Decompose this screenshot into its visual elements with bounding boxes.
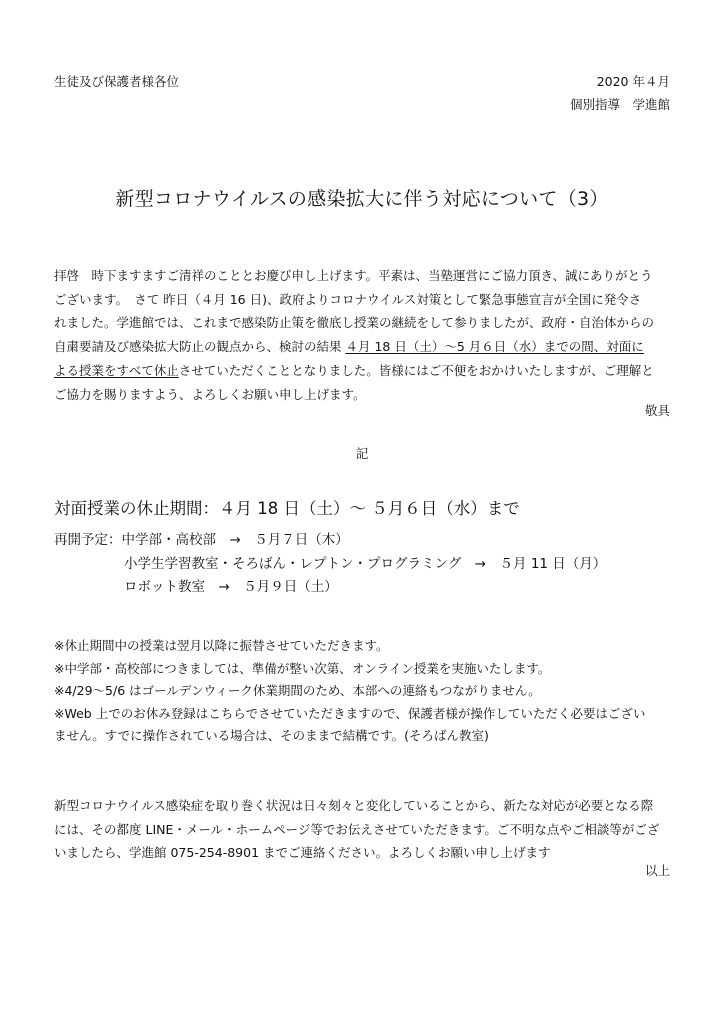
note-line: ※Web 上でのお休み登録はこちらでさせていただきますので、保護者様が操作していただく必要はござい (54, 705, 646, 721)
resume-item: 小学生学習教室・そろばん・レプトン・プログラミング → ５月 11 日（月） (124, 556, 607, 572)
footer-line: 新型コロナウイルス感染症を取り巻く状況は日々刻々と変化していることから、新たな対応が必要となる際 (54, 798, 654, 813)
keigu-closing: 敬具 (644, 403, 670, 418)
resume-label: 再開予定： (54, 532, 122, 548)
intro-text: 自粛要請及び感染拡大防止の観点から、検討の結果 (54, 339, 346, 355)
ijou-closing: 以上 (644, 863, 670, 878)
note-line: ※4/29～5/6 はゴールデンウィーク休業期間のため、本部への連絡もつながりません。 (54, 683, 541, 698)
intro-line: 拝啓 時下ますますご清祥のこととお慶び申し上げます。平素は、当塾運営にご協力頂き、誠にありがとう (54, 268, 653, 283)
note-line: ません。すでに操作されている場合は、そのままで結構です。(そろばん教室) (54, 728, 489, 743)
intro-line: ご協力を賜りますよう、よろしくお願い申し上げます。 (54, 386, 366, 402)
footer-paragraph (54, 794, 670, 865)
date-line: 2020 年４月 (596, 74, 670, 89)
note-line: ※中学部・高校部につきましては、準備が整い次第、オンライン授業を実施いたします。 (54, 660, 551, 676)
intro-paragraph (54, 264, 670, 406)
sender-line: 個別指導 学進館 (569, 97, 670, 112)
underlined-suspension: よる授業をすべて休止 (54, 362, 179, 378)
intro-line (54, 335, 670, 359)
footer-line: いましたら、学進館 075-254-8901 までご連絡ください。よろしくお願い申し上げます (54, 845, 551, 861)
notes-block (54, 635, 670, 748)
recipient-line: 生徒及び保護者様各位 (54, 74, 180, 89)
resume-item: ロボット教室 → ５月９日（土） (124, 579, 338, 595)
resume-item: 中学部・高校部 → ５月７日（木） (121, 532, 349, 548)
intro-line: ございます。 さて 昨日（４月 16 日)、政府よりコロナウイルス対策として緊急事態宣言が全国に発令さ (54, 291, 642, 307)
intro-line: れました。学進館では、これまで感染防止策を徹底し授業の継続をして参りましたが、政府・自治体からの (54, 315, 655, 331)
note-line: ※休止期間中の授業は翌月以降に振替させていただきます。 (54, 638, 389, 653)
underlined-period: ４月 18 日（土）～5 月６日（水）までの間、対面に (345, 339, 644, 355)
footer-line: には、その都度 LINE・メール・ホームページ等でお伝えさせていただきます。ご不明な点やご相談等がござ (54, 821, 660, 837)
page-title: 新型コロナウイルスの感染拡大に伴う対応について（3） (115, 188, 609, 210)
closure-period: 対面授業の休止期間：４月 18 日（土）～ ５月６日（水）まで (54, 499, 520, 518)
intro-text: させていただくこととなりました。皆様にはご不便をおかけいたしますが、ご理解と (178, 362, 654, 378)
intro-line (54, 359, 670, 383)
resume-row-1 (54, 530, 349, 550)
ki-mark: 記 (355, 446, 369, 461)
